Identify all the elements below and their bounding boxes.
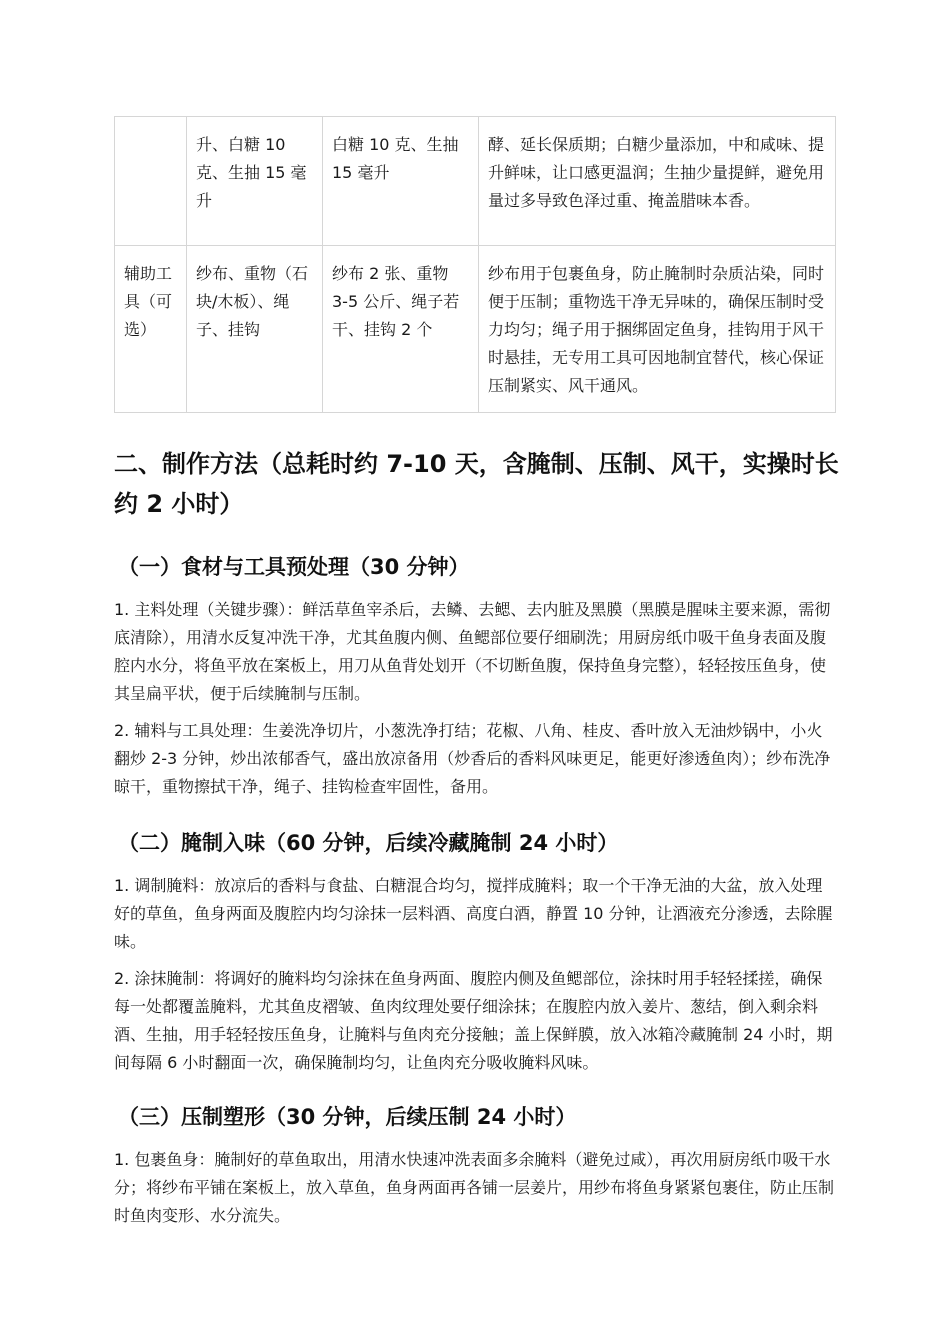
table-cell-ingredients: 升、白糖 10 克、生抽 15 毫升: [187, 117, 323, 246]
table-cell-name: [115, 117, 187, 246]
table-row: [115, 117, 836, 246]
table-cell-purpose: 纱布用于包裹鱼身，防止腌制时杂质沾染，同时便于压制；重物选干净无异味的，确保压制时受力均匀；绳子用于捆绑固定鱼身，挂钩用于风干时悬挂，无专用工具可因地制宜替代，核心保证压制紧实、风干通风。: [479, 246, 836, 413]
table-cell-ingredients: 纱布、重物（石块/木板）、绳子、挂钩: [187, 246, 323, 413]
section-heading: 二、制作方法（总耗时约 7-10 天，含腌制、压制、风干，实操时长约 2 小时）: [114, 450, 839, 518]
table-cell-amount: 纱布 2 张、重物 3-5 公斤、绳子若干、挂钩 2 个: [323, 246, 479, 413]
subsection-heading-marinate: （二）腌制入味（60 分钟，后续冷藏腌制 24 小时）: [118, 831, 619, 855]
subsection-heading-preprocess: （一）食材与工具预处理（30 分钟）: [118, 555, 470, 579]
paragraph-marinade-mix: 1. 调制腌料：放凉后的香料与食盐、白糖混合均匀，搅拌成腌料；取一个干净无油的大盆，放入处理好的草鱼，鱼身两面及腹腔内均匀涂抹一层料酒、高度白酒，静置 10 分钟，让酒液充分渗透，去除腥味。: [114, 876, 833, 951]
table-cell-amount: 白糖 10 克、生抽 15 毫升: [323, 117, 479, 246]
paragraph-auxiliary-tools: 2. 辅料与工具处理：生姜洗净切片，小葱洗净打结；花椒、八角、桂皮、香叶放入无油炒锅中，小火翻炒 2-3 分钟，炒出浓郁香气，盛出放凉备用（炒香后的香料风味更足，能更好渗透鱼肉）；纱布洗净晾干，重物擦拭干净，绳子、挂钩检查牢固性，备用。: [114, 721, 831, 796]
subsection-heading-press: （三）压制塑形（30 分钟，后续压制 24 小时）: [118, 1105, 577, 1129]
paragraph-marinade-apply: 2. 涂抹腌制：将调好的腌料均匀涂抹在鱼身两面、腹腔内侧及鱼鳃部位，涂抹时用手轻轻揉搓，确保每一处都覆盖腌料，尤其鱼皮褶皱、鱼肉纹理处要仔细涂抹；在腹腔内放入姜片、葱结，倒入剩余料酒、生抽，用手轻轻按压鱼身，让腌料与鱼肉充分接触；盖上保鲜膜，放入冰箱冷藏腌制 24 小时，期间每隔 6 小时翻面一次，确保腌制均匀，让鱼肉充分吸收腌料风味。: [114, 969, 833, 1072]
paragraph-wrap-fish: 1. 包裹鱼身：腌制好的草鱼取出，用清水快速冲洗表面多余腌料（避免过咸），再次用厨房纸巾吸干水分；将纱布平铺在案板上，放入草鱼，鱼身两面再各铺一层姜片，用纱布将鱼身紧紧包裹住，防止压制时鱼肉变形、水分流失。: [114, 1150, 835, 1225]
table-cell-purpose: 酵、延长保质期；白糖少量添加，中和咸味、提升鲜味，让口感更温润；生抽少量提鲜，避免用量过多导致色泽过重、掩盖腊味本香。: [479, 117, 836, 246]
paragraph-main-ingredient: 1. 主料处理（关键步骤）：鲜活草鱼宰杀后，去鳞、去鳃、去内脏及黑膜（黑膜是腥味主要来源，需彻底清除），用清水反复冲洗干净，尤其鱼腹内侧、鱼鳃部位要仔细刷洗；用厨房纸巾吸干鱼身表面及腹腔内水分，将鱼平放在案板上，用刀从鱼背处划开（不切断鱼腹，保持鱼身完整），轻轻按压鱼身，使其呈扁平状，便于后续腌制与压制。: [114, 600, 831, 703]
ingredient-table: [114, 116, 836, 413]
table-row: [115, 246, 836, 413]
table-cell-name: 辅助工具（可选）: [115, 246, 187, 413]
